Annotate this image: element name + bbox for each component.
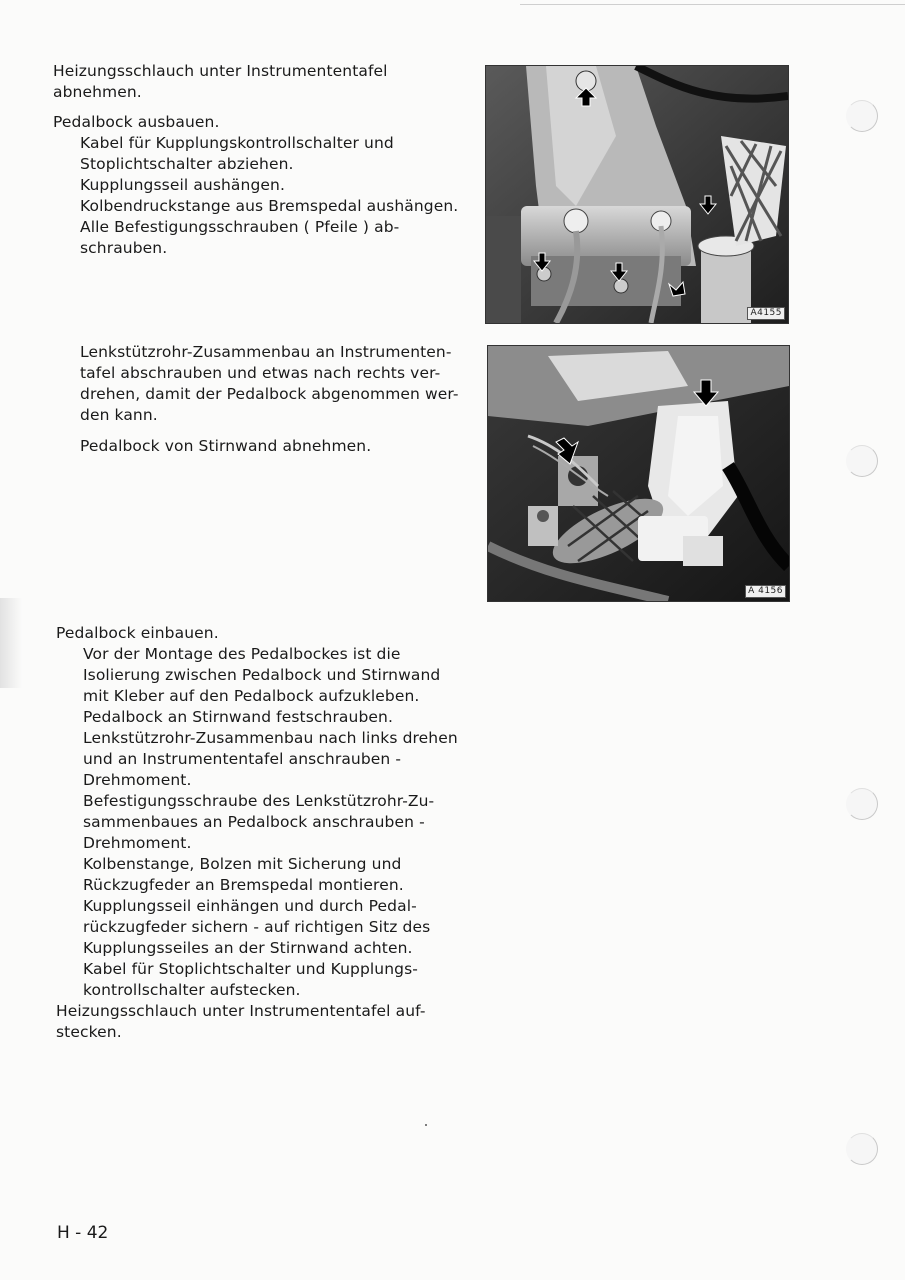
text-line: stecken. <box>56 1023 122 1041</box>
text-line: Rückzugfeder an Bremspedal montieren. <box>83 876 404 894</box>
text-line: rückzugfeder sichern - auf richtigen Sitz des <box>83 918 431 936</box>
steering-column-photo <box>487 345 790 602</box>
text-block <box>53 342 503 426</box>
pedal-bracket-photo <box>485 65 789 324</box>
text-line: Pedalbock von Stirnwand abnehmen. <box>80 437 372 455</box>
text-line: Kolbendruckstange aus Bremspedal aushängen. <box>80 197 459 215</box>
punch-hole <box>846 1133 878 1165</box>
text-line: Befestigungsschraube des Lenkstützrohr-Zu- <box>83 792 435 810</box>
text-line: Kolbenstange, Bolzen mit Sicherung und <box>83 855 402 873</box>
text-line: Kupplungsseil einhängen und durch Pedal- <box>83 897 417 915</box>
pedal-bracket-illustration <box>486 66 788 323</box>
punch-hole <box>846 445 878 477</box>
text-line: Alle Befestigungsschrauben ( Pfeile ) ab- <box>80 218 400 236</box>
photo-code: A 4156 <box>745 585 786 598</box>
stray-mark <box>425 1124 427 1126</box>
text-line: Drehmoment. <box>83 834 192 852</box>
binding-shadow <box>0 598 22 688</box>
text-line: tafel abschrauben und etwas nach rechts ver- <box>80 364 441 382</box>
text-line: Kabel für Stoplichtschalter und Kupplungs- <box>83 960 418 978</box>
page-number: H - 42 <box>57 1223 109 1243</box>
text-line: Heizungsschlauch unter Instrumententafel <box>53 62 388 80</box>
steering-column-illustration <box>488 346 789 601</box>
text-line: Vor der Montage des Pedalbockes ist die <box>83 645 401 663</box>
text-line: Pedalbock einbauen. <box>56 624 219 642</box>
text-line: abnehmen. <box>53 83 142 101</box>
text-line: und an Instrumententafel anschrauben - <box>83 750 402 768</box>
text-line: den kann. <box>80 406 158 424</box>
text-line: Heizungsschlauch unter Instrumententafel auf- <box>56 1002 426 1020</box>
text-line: Kabel für Kupplungskontrollschalter und <box>80 134 394 152</box>
text-line: Pedalbock ausbauen. <box>53 113 220 131</box>
text-line: Lenkstützrohr-Zusammenbau an Instrumenten- <box>80 343 452 361</box>
text-block <box>53 436 503 457</box>
text-line: sammenbaues an Pedalbock anschrauben - <box>83 813 425 831</box>
text-line: mit Kleber auf den Pedalbock aufzukleben. <box>83 687 420 705</box>
punch-hole <box>846 788 878 820</box>
text-line: Kupplungsseiles an der Stirnwand achten. <box>83 939 413 957</box>
text-line: Isolierung zwischen Pedalbock und Stirnwand <box>83 666 441 684</box>
text-line: Lenkstützrohr-Zusammenbau nach links drehen <box>83 729 458 747</box>
text-block <box>53 112 503 259</box>
text-line: drehen, damit der Pedalbock abgenommen wer- <box>80 385 459 403</box>
photo-code: A4155 <box>747 307 785 320</box>
text-block <box>56 623 506 1043</box>
page-edge-line <box>520 4 905 5</box>
text-line: Pedalbock an Stirnwand festschrauben. <box>83 708 393 726</box>
punch-hole <box>846 100 878 132</box>
text-line: kontrollschalter aufstecken. <box>83 981 301 999</box>
text-line: schrauben. <box>80 239 168 257</box>
text-line: Kupplungsseil aushängen. <box>80 176 285 194</box>
text-block <box>53 61 503 103</box>
text-line: Stoplichtschalter abziehen. <box>80 155 294 173</box>
text-line: Drehmoment. <box>83 771 192 789</box>
